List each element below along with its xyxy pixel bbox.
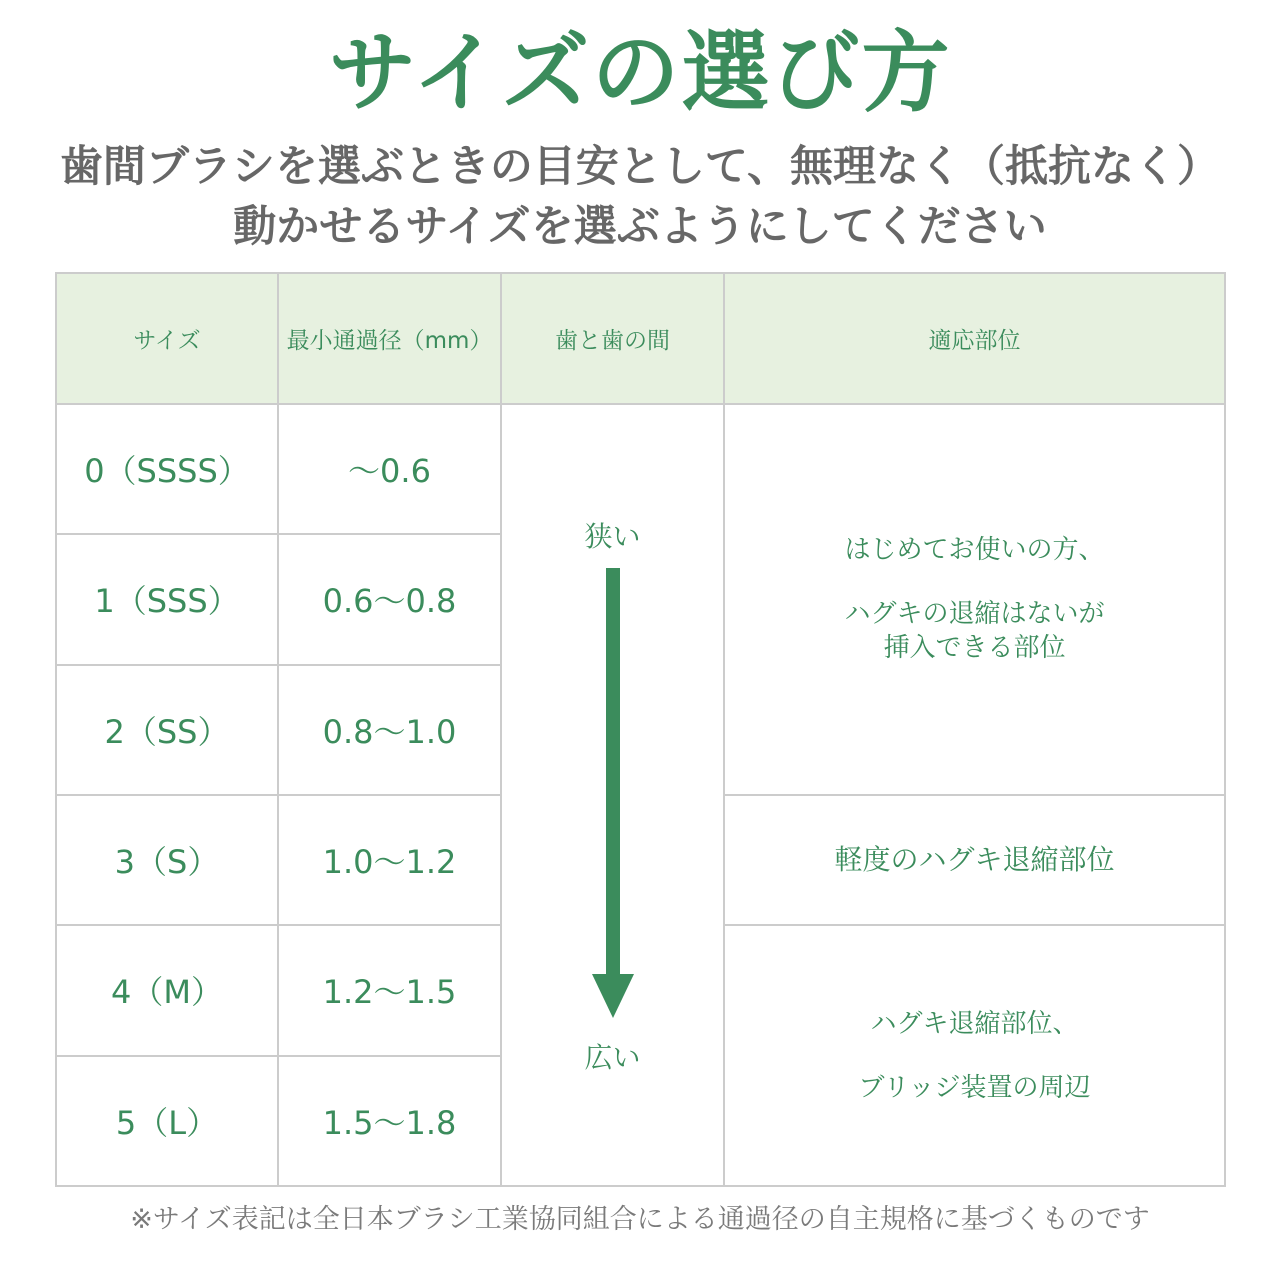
min-diameter-cell: 1.5～1.8 — [279, 1057, 500, 1185]
usage-cell — [725, 405, 1224, 794]
min-diameter-cell: 0.8～1.0 — [279, 666, 500, 794]
subtitle-line-1: 歯間ブラシを選ぶときの目安として、無理なく（抵抗なく） — [59, 142, 1221, 192]
wide-label: 広い — [584, 1041, 641, 1074]
footnote: ※サイズ表記は全日本ブラシ工業協同組合による通過径の自主規格に基づくものです — [130, 1204, 1150, 1235]
narrow-label: 狭い — [584, 520, 641, 553]
size-cell: 2（SS） — [57, 666, 277, 794]
subtitle-line-2: 動かせるサイズを選ぶようにしてください — [233, 202, 1047, 252]
header-min-diameter: 最小通過径（mm） — [279, 274, 500, 403]
size-cell: 1（SSS） — [57, 535, 277, 663]
usage-cell — [725, 796, 1224, 924]
down-arrow-icon — [583, 568, 643, 1018]
page-subtitle — [0, 137, 1280, 257]
header-tooth-gap: 歯と歯の間 — [502, 274, 723, 403]
size-cell: 5（L） — [57, 1057, 277, 1185]
size-cell: 3（S） — [57, 796, 277, 924]
usage-cell — [725, 926, 1224, 1185]
size-cell: 4（M） — [57, 926, 277, 1054]
arrow-shaft — [606, 568, 620, 980]
usage-text: はじめてお使いの方、 — [844, 535, 1105, 566]
usage-text: ハグキの退縮はないが — [844, 599, 1105, 630]
tooth-gap-cell — [502, 405, 723, 1185]
header-size: サイズ — [57, 274, 277, 403]
usage-text: 挿入できる部位 — [883, 633, 1066, 664]
min-diameter-cell: ～0.6 — [279, 405, 500, 533]
arrow-head — [592, 974, 634, 1018]
usage-text: 軽度のハグキ退縮部位 — [834, 843, 1115, 877]
header-usage: 適応部位 — [725, 274, 1224, 403]
page-title: サイズの選び方 — [328, 21, 952, 124]
usage-text: ハグキ退縮部位、 — [870, 1008, 1079, 1039]
min-diameter-cell: 1.2～1.5 — [279, 926, 500, 1054]
min-diameter-cell: 1.0～1.2 — [279, 796, 500, 924]
size-cell: 0（SSSS） — [57, 405, 277, 533]
usage-text: ブリッジ装置の周辺 — [858, 1072, 1091, 1103]
min-diameter-cell: 0.6～0.8 — [279, 535, 500, 663]
size-table — [55, 272, 1226, 1187]
